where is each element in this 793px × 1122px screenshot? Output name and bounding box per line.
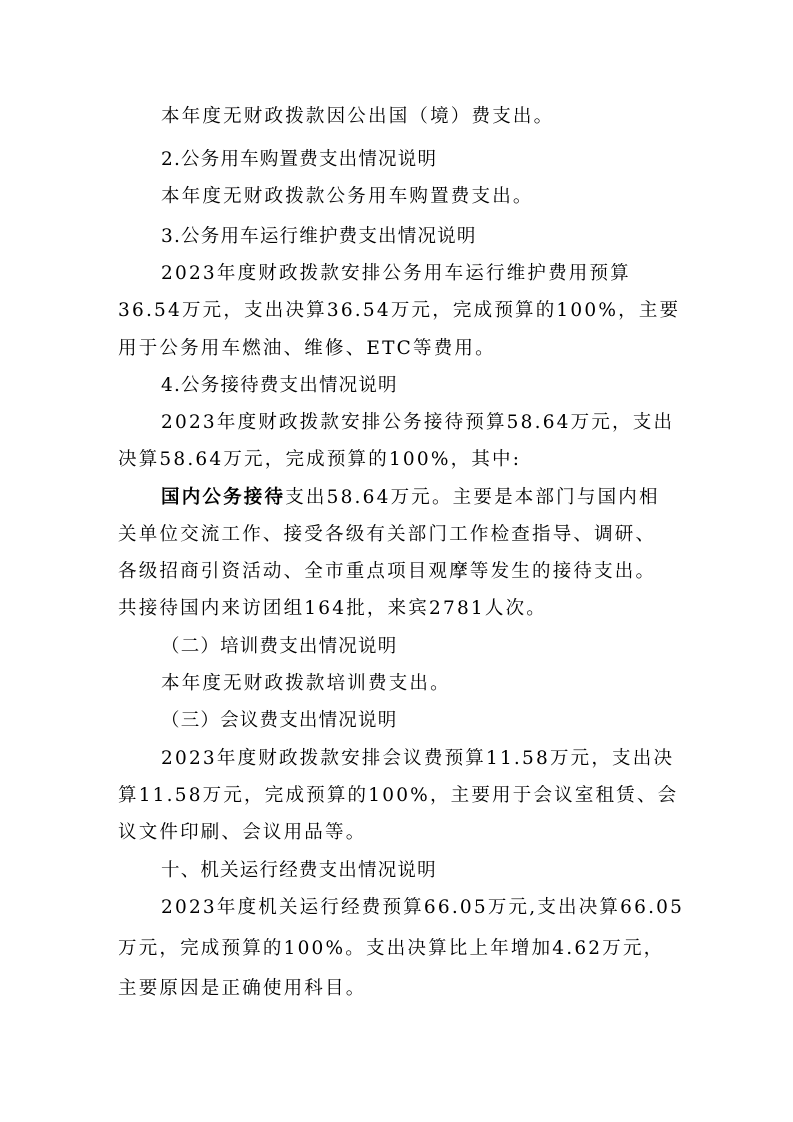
paragraph-meeting-fee-line-2: 算11.58万元，完成预算的100%，主要用于会议室租赁、会: [118, 785, 679, 806]
heading-agency-operating-expenses: 十、机关运行经费支出情况说明: [161, 860, 437, 881]
paragraph-vehicle-maintenance-line-2: 36.54万元，支出决算36.54万元，完成预算的100%，主要: [118, 300, 681, 321]
heading-vehicle-purchase: 2.公务用车购置费支出情况说明: [161, 149, 438, 170]
paragraph-no-overseas-travel: 本年度无财政拨款因公出国（境）费支出。: [161, 106, 555, 127]
paragraph-domestic-reception-line-2: 关单位交流工作、接受各级有关部门工作检查指导、调研、: [118, 524, 657, 545]
paragraph-meeting-fee-line-3: 议文件印刷、会议用品等。: [118, 822, 367, 843]
paragraph-vehicle-maintenance-line-3: 用于公务用车燃油、维修、ETC等费用。: [118, 338, 496, 359]
domestic-reception-lead: 国内公务接待: [161, 487, 286, 508]
paragraph-meeting-fee-line-1: 2023年度财政拨款安排会议费预算11.58万元，支出决: [161, 748, 675, 769]
paragraph-operating-expenses-line-2: 万元，完成预算的100%。支出决算比上年增加4.62万元，: [118, 938, 665, 959]
heading-vehicle-maintenance: 3.公务用车运行维护费支出情况说明: [161, 226, 477, 247]
heading-training-fee: （二）培训费支出情况说明: [161, 636, 398, 657]
paragraph-reception-line-2: 决算58.64万元，完成预算的100%，其中:: [118, 449, 522, 470]
domestic-reception-text: 支出58.64万元。主要是本部门与国内相: [285, 487, 660, 508]
paragraph-domestic-reception-line-4: 共接待国内来访团组164批，来宾2781人次。: [118, 598, 547, 619]
paragraph-operating-expenses-line-3: 主要原因是正确使用科目。: [118, 978, 367, 999]
paragraph-no-training-fee: 本年度无财政拨款培训费支出。: [161, 673, 451, 694]
heading-meeting-fee: （三）会议费支出情况说明: [161, 710, 398, 731]
paragraph-vehicle-maintenance-line-1: 2023年度财政拨款安排公务用车运行维护费用预算: [161, 263, 631, 284]
paragraph-domestic-reception-line-3: 各级招商引资活动、全市重点项目观摩等发生的接待支出。: [118, 561, 657, 582]
paragraph-reception-line-1: 2023年度财政拨款安排公务接待预算58.64万元，支出: [161, 412, 675, 433]
paragraph-domestic-reception-line-1: [161, 489, 660, 508]
paragraph-operating-expenses-line-1: 2023年度机关运行经费预算66.05万元,支出决算66.05: [161, 897, 685, 918]
paragraph-no-vehicle-purchase: 本年度无财政拨款公务用车购置费支出。: [161, 186, 534, 207]
heading-official-reception: 4.公务接待费支出情况说明: [161, 375, 398, 396]
